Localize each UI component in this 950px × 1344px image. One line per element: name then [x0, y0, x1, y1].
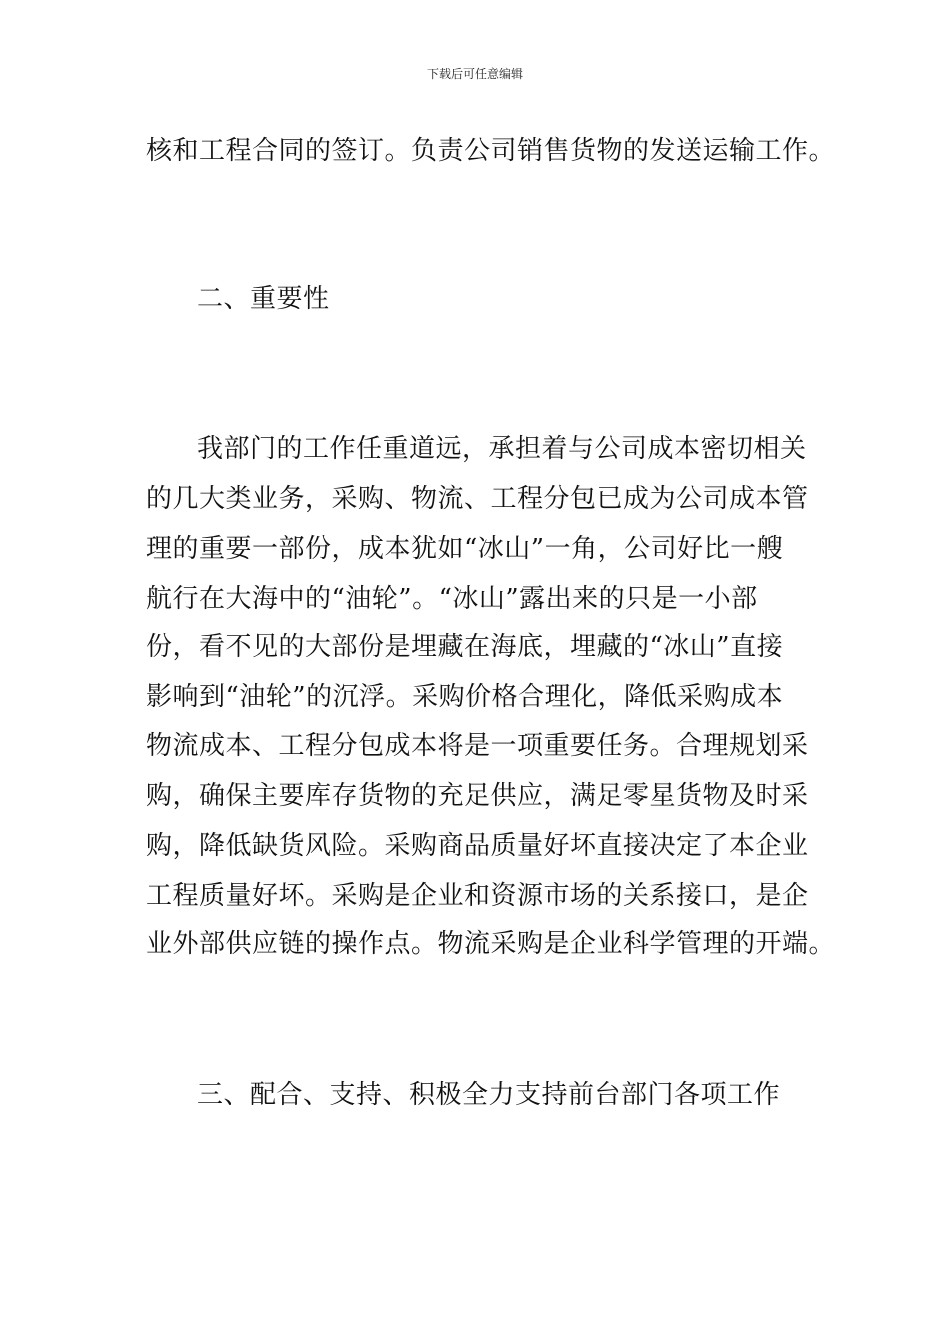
paragraph-line: 工程质量好坏。采购是企业和资源市场的关系接口，是企 [146, 881, 809, 911]
paragraph-line: 的几大类业务，采购、物流、工程分包已成为公司成本管 [146, 484, 809, 514]
paragraph-line: 影响到“油轮”的沉浮。采购价格合理化，降低采购成本 [146, 682, 784, 712]
continuation-line: 核和工程合同的签订。负责公司销售货物的发送运输工作。 [146, 136, 836, 166]
paragraph-line: 物流成本、工程分包成本将是一项重要任务。合理规划采 [146, 731, 809, 761]
section-three-heading: 三、配合、支持、积极全力支持前台部门各项工作 [197, 1080, 781, 1110]
paragraph-line: 份，看不见的大部份是埋藏在海底，埋藏的“冰山”直接 [146, 632, 784, 662]
header-note: 下载后可任意编辑 [426, 67, 523, 81]
paragraph-line: 业外部供应链的操作点。物流采购是企业科学管理的开端。 [146, 929, 836, 959]
paragraph-line: 航行在大海中的“油轮”。“冰山”露出来的只是一小部 [146, 584, 758, 614]
paragraph-line: 理的重要一部份，成本犹如“冰山”一角，公司好比一艘 [146, 534, 784, 564]
paragraph-line: 购，降低缺货风险。采购商品质量好坏直接决定了本企业 [146, 831, 809, 861]
paragraph-line: 我部门的工作任重道远，承担着与公司成本密切相关 [197, 434, 807, 464]
section-two-heading: 二、重要性 [197, 284, 330, 314]
paragraph-line: 购，确保主要库存货物的充足供应，满足零星货物及时采 [146, 781, 809, 811]
